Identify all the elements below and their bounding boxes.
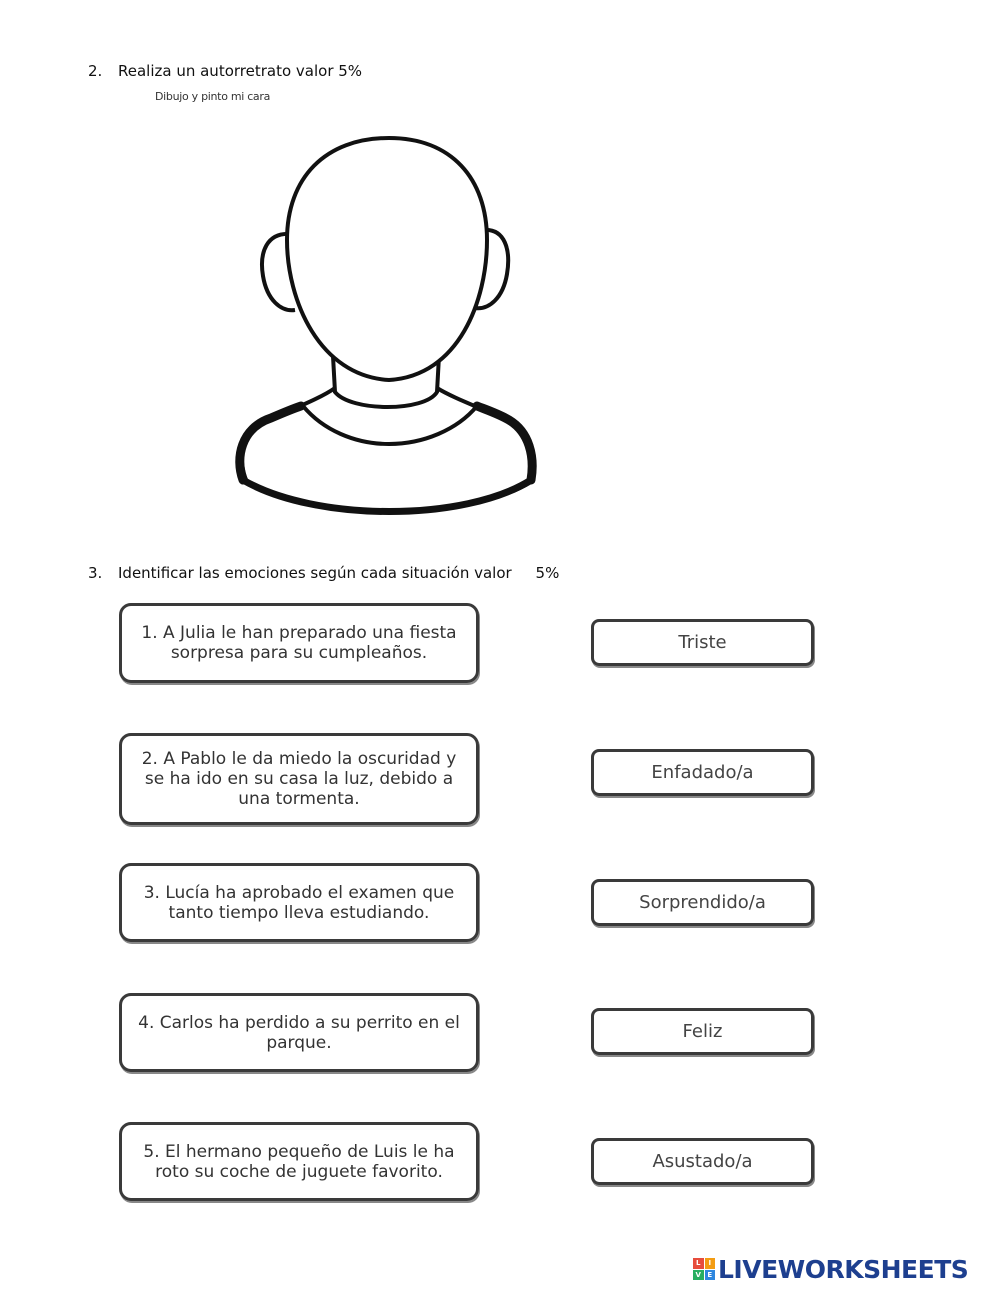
- liveworksheets-wordmark: LIVEWORKSHEETS: [718, 1254, 969, 1284]
- emotion-option-sorprendido[interactable]: Sorprendido/a: [591, 879, 814, 926]
- logo-letter-l: L: [693, 1258, 704, 1269]
- question-2-text: Realiza un autorretrato valor 5%: [118, 62, 363, 80]
- liveworksheets-brand: [693, 1252, 968, 1286]
- emotion-option-enfadado[interactable]: Enfadado/a: [591, 749, 814, 796]
- emotion-option-triste[interactable]: Triste: [591, 619, 814, 666]
- logo-letter-e: E: [705, 1270, 716, 1281]
- self-portrait-outline: [225, 130, 555, 530]
- question-2-heading: [88, 62, 362, 80]
- head: [287, 138, 487, 380]
- question-3-text: Identificar las emociones según cada situación valor 5%: [118, 564, 560, 582]
- question-3-number: 3.: [88, 564, 103, 582]
- question-2-subtitle: Dibujo y pinto mi cara: [155, 90, 271, 103]
- logo-letter-i: I: [705, 1258, 716, 1269]
- emotion-option-asustado[interactable]: Asustado/a: [591, 1138, 814, 1185]
- question-2-number: 2.: [88, 62, 103, 80]
- situation-box-4: 4. Carlos ha perdido a su perrito en el parque.: [119, 993, 479, 1072]
- situation-box-5: 5. El hermano pequeño de Luis le ha roto su coche de juguete favorito.: [119, 1122, 479, 1201]
- emotion-option-feliz[interactable]: Feliz: [591, 1008, 814, 1055]
- situation-box-1: 1. A Julia le han preparado una fiesta sorpresa para su cumpleaños.: [119, 603, 479, 683]
- situation-box-2: 2. A Pablo le da miedo la oscuridad y se ha ido en su casa la luz, debido a una tormenta.: [119, 733, 479, 825]
- situation-box-3: 3. Lucía ha aprobado el examen que tanto tiempo lleva estudiando.: [119, 863, 479, 942]
- logo-letter-v: V: [693, 1270, 704, 1281]
- question-3-heading: [88, 564, 559, 582]
- liveworksheets-logo-icon: [693, 1258, 715, 1280]
